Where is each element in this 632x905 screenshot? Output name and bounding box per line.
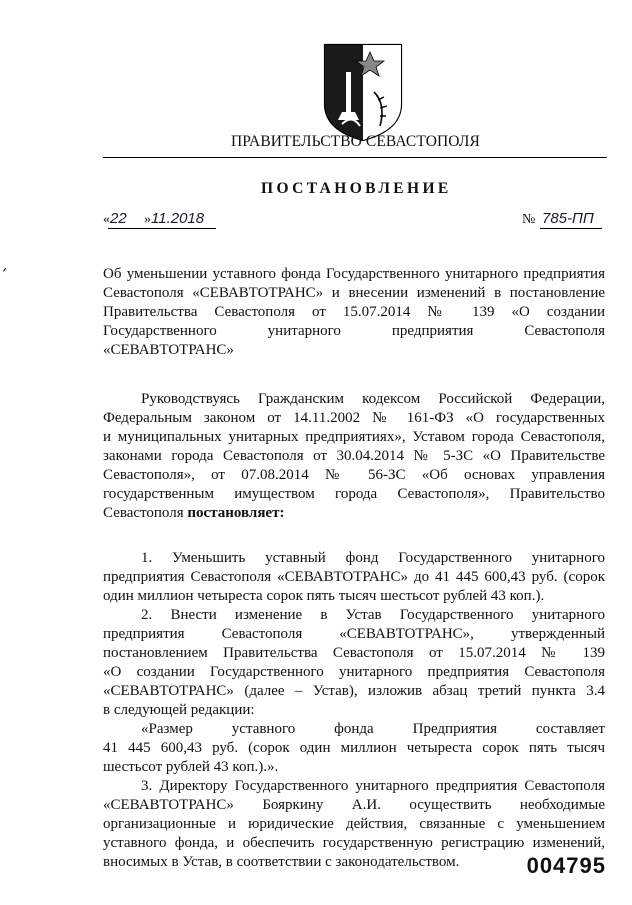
item-3-line: «СЕВАВТОТРАНС» Бояркину А.И. осуществить необходимые (103, 797, 605, 813)
quote-line: шестьсот рублей 43 коп.).». (103, 759, 279, 775)
date-month-year-handwritten: 11.2018 (151, 210, 205, 227)
title-line: Севастополя «СЕВАВТОТРАНС» и внесении изменений в постановление (103, 285, 605, 301)
item-2-line: в следующей редакции: (103, 702, 255, 718)
resolves-keyword: постановляет: (187, 505, 285, 521)
preamble-last-text: Севастополя (103, 505, 188, 521)
item-2-line: «СЕВАВТОТРАНС» (далее – Устав), изложив абзац третий пункта 3.4 (103, 683, 605, 699)
item-2-line: «О создании Государственного унитарного предприятия Севастополя (103, 664, 605, 680)
quote-line: «Размер уставного фонда Предприятия составляет (141, 721, 605, 737)
item-2-line: предприятия Севастополя «СЕВАВТОТРАНС», утвержденный (103, 626, 605, 642)
serial-number: 004795 (526, 853, 606, 878)
preamble-line: Руководствуясь Гражданским кодексом Российской Федерации, (141, 391, 605, 407)
sevastopol-coat-of-arms-icon (322, 42, 404, 142)
preamble-line: законами города Севастополя от 30.04.2014 № 5-ЗС «О Правительстве (103, 448, 605, 464)
number-sign: № (522, 212, 536, 227)
title-line: Правительства Севастополя от 15.07.2014 № 139 «О создании (103, 304, 605, 320)
header-divider (103, 157, 607, 158)
date-underline (108, 228, 216, 229)
preamble-line: Севастополя», от 07.08.2014 № 56-ЗС «Об основах управления (103, 467, 605, 483)
title-line: Об уменьшении уставного фонда Государственного унитарного предприятия (103, 266, 605, 282)
date-day-handwritten: 22 (110, 210, 127, 227)
quote-line: 41 445 600,43 руб. (сорок один миллион четыреста сорок пять тысяч (103, 740, 605, 756)
item-1-line: 1. Уменьшить уставный фонд Государственного унитарного (141, 550, 605, 566)
item-3-line: 3. Директору Государственного унитарного предприятия Севастополя (141, 778, 605, 794)
decree-title: ПОСТАНОВЛЕНИЕ (261, 180, 452, 197)
preamble-line: Федеральным законом от 14.11.2002 № 161-ФЗ «О государственных (103, 410, 605, 426)
preamble-line: и муниципальных унитарных предприятиях», Уставом города Севастополя, (103, 429, 605, 445)
item-1-line: один миллион четыреста сорок пять тысяч шестьсот рублей 43 коп.). (103, 588, 545, 604)
number-underline (540, 228, 602, 229)
date-open-quote: « (103, 212, 110, 227)
title-line: Государственного унитарного предприятия Севастополя (103, 323, 605, 339)
government-name: ПРАВИТЕЛЬСТВО СЕВАСТОПОЛЯ (231, 133, 480, 150)
item-3-line: уставного фонда, и обеспечить государственную регистрацию изменений, (103, 835, 605, 851)
item-2-line: постановлением Правительства Севастополя от 15.07.2014 № 139 (103, 645, 605, 661)
preamble-last-line (103, 505, 605, 522)
item-3-line: организационные и юридические действия, связанные с уменьшением (103, 816, 605, 832)
number-value-handwritten: 785-ПП (542, 210, 594, 227)
decree-number (522, 208, 602, 230)
item-3-line: вносимых в Устав, в соответствии с законодательством. (103, 854, 460, 870)
date-close-quote: » (144, 212, 151, 227)
item-2-line: 2. Внести изменение в Устав Государственного унитарного (141, 607, 605, 623)
item-1-line: предприятия Севастополя «СЕВАВТОТРАНС» до 41 445 600,43 руб. (сорок (103, 569, 605, 585)
title-line: «СЕВАВТОТРАНС» (103, 342, 234, 358)
decree-date (103, 208, 215, 230)
preamble-line: государственным имуществом города Севастополя», Правительство (103, 486, 605, 502)
margin-mark (3, 268, 7, 272)
